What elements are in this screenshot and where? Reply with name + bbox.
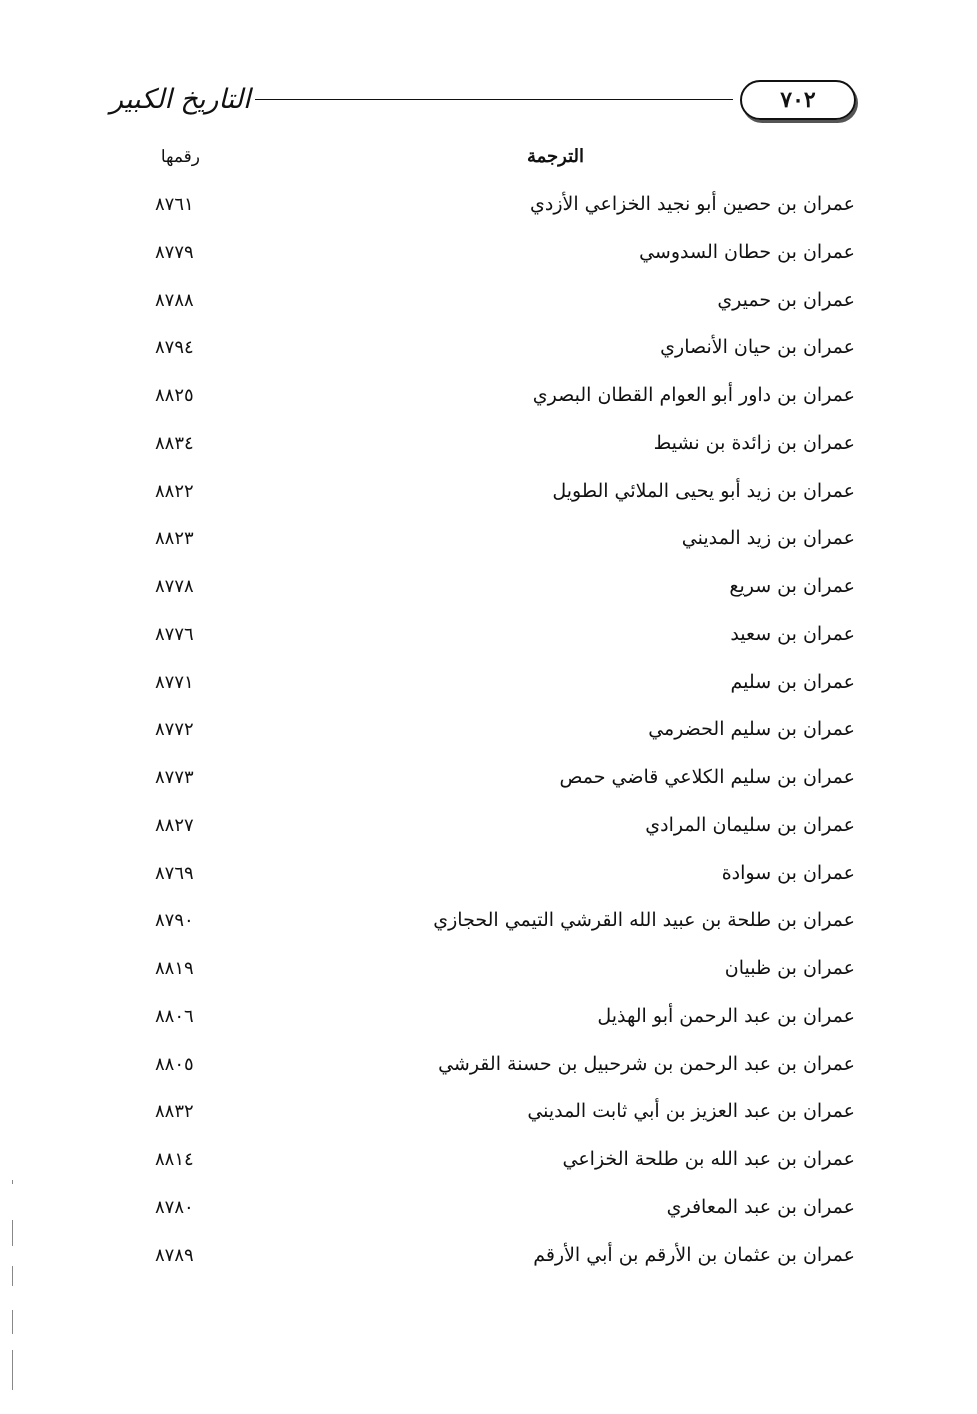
entry-number: ٨٧٦١ [155,194,194,215]
entry-name: عمران بن عبد الله بن طلحة الخزاعي [562,1148,855,1170]
index-row [100,1000,855,1048]
entry-name: عمران بن عبد الرحمن أبو الهذيل [597,1004,855,1027]
page-header [110,78,870,124]
entry-number: ٨٧٩٠ [155,910,194,932]
entry-name: عمران بن ظبيان [724,957,855,979]
entry-number: ٨٧٧٩ [155,241,194,263]
index-row [100,427,855,475]
entry-name: عمران بن سليم الكلاعي قاضي حمص [559,766,855,788]
index-row [100,1095,855,1143]
entry-name: عمران بن طلحة بن عبيد الله القرشي التيمي الحجازي [433,909,855,932]
entry-name: عمران بن حميري [717,288,855,311]
entry-name: عمران بن سوادة [721,861,855,884]
entry-name: عمران بن داور أبو العوام القطان البصري [532,384,855,406]
index-row [100,1143,855,1191]
entry-name: عمران بن حيان الأنصاري [660,336,855,359]
entry-number: ٨٨٢٧ [155,814,194,836]
entry-name: عمران بن عثمان بن الأرقم بن أبي الأرقم [533,1243,855,1266]
entry-name: عمران بن زيد أبو يحيى الملائي الطويل [552,479,855,502]
entry-name: عمران بن حصين أبو نجيد الخزاعي الأزدي [530,193,855,215]
index-row [100,236,855,284]
entry-number: ٨٨١٩ [155,958,194,979]
entry-name: عمران بن عبد المعافري [666,1195,855,1218]
index-row [100,570,855,618]
entry-name: عمران بن حطان السدوسي [639,240,855,263]
entry-number: ٨٨٢٣ [155,528,194,550]
header-rule [255,99,733,100]
entry-number: ٨٨٣٤ [155,432,194,454]
index-row [100,284,855,332]
index-row [100,952,855,1000]
entry-name: عمران بن زيد المديني [681,527,855,550]
index-row [100,331,855,379]
entry-name: عمران بن سريع [729,575,855,597]
entry-number: ٨٨١٤ [155,1149,194,1170]
entry-number: ٨٧٧٦ [155,623,194,645]
index-row [100,1239,855,1287]
entry-name: عمران بن سعيد [730,622,855,645]
index-row [100,666,855,714]
index-row [100,809,855,857]
entry-number: ٨٨٢٥ [155,385,194,406]
index-row [100,618,855,666]
entry-number: ٨٧٧٣ [155,767,194,788]
index-row [100,475,855,523]
entry-number: ٨٧٧٨ [155,576,194,597]
entry-name: عمران بن سليمان المرادي [645,813,855,836]
entry-number: ٨٨٠٦ [155,1005,194,1027]
entry-number: ٨٨٢٢ [155,480,194,502]
scan-margin-marks [12,1180,14,1400]
index-row [100,188,855,236]
entry-number: ٨٧٨٠ [155,1196,194,1218]
page-number-badge: ٧٠٢ [740,80,856,120]
entry-number: ٨٨٣٢ [155,1101,194,1123]
entry-name: عمران بن سليم [730,670,855,693]
book-title: التاريخ الكبير [110,84,251,115]
index-row [100,1191,855,1239]
index-row [100,761,855,809]
entry-number: ٨٧٨٨ [155,289,194,311]
index-list [100,188,855,1278]
index-row [100,379,855,427]
index-row [100,522,855,570]
entry-name: عمران بن زائدة بن نشيط [653,431,855,454]
index-row [100,713,855,761]
entry-number: ٨٧٦٩ [155,862,194,884]
column-header-translation: الترجمة [526,146,584,167]
entry-name: عمران بن سليم الحضرمي [648,718,855,741]
entry-name: عمران بن عبد الرحمن بن شرحبيل بن حسنة القرشي [438,1052,855,1075]
entry-number: ٨٧٨٩ [155,1244,194,1266]
index-row [100,904,855,952]
index-row [100,1048,855,1096]
index-row [100,857,855,905]
entry-name: عمران بن عبد العزيز بن أبي ثابت المديني [527,1100,855,1123]
entry-number: ٨٧٧١ [155,671,194,693]
column-header-number: رقمها [160,147,200,167]
entry-number: ٨٨٠٥ [155,1053,194,1075]
entry-number: ٨٧٩٤ [155,337,194,359]
entry-number: ٨٧٧٢ [155,719,194,741]
